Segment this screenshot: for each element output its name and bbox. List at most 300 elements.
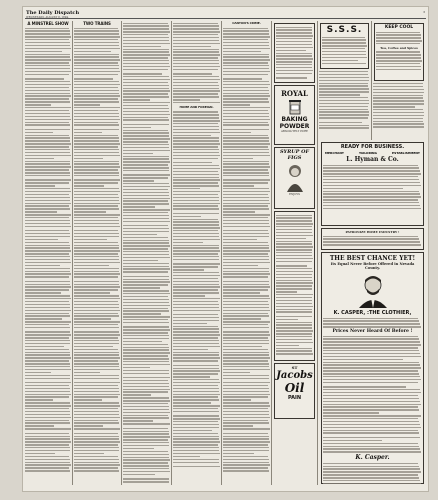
- text-line: [173, 272, 219, 273]
- text-line: [173, 54, 220, 55]
- text-line: [276, 47, 313, 48]
- text-line: [173, 174, 219, 175]
- casper-headline: THE BEST CHANCE YET!: [329, 255, 416, 262]
- text-line: [123, 279, 169, 280]
- text-line: [322, 63, 366, 64]
- text-line: [173, 221, 219, 222]
- text-line: [25, 286, 71, 287]
- text-line: [173, 37, 219, 38]
- text-line: [276, 249, 312, 250]
- text-line: [123, 183, 169, 184]
- text-line: [123, 380, 168, 381]
- text-line: [25, 262, 71, 263]
- text-line: [123, 445, 169, 446]
- text-line: [173, 286, 220, 287]
- text-line: [223, 119, 270, 120]
- text-line: [173, 385, 218, 386]
- text-line: [123, 135, 169, 136]
- text-line: [123, 308, 168, 309]
- text-line: [123, 423, 170, 424]
- text-line: [74, 304, 119, 305]
- text-line: [123, 96, 169, 97]
- text-line: [123, 260, 158, 261]
- text-line: [25, 56, 70, 57]
- text-line: [123, 310, 169, 311]
- text-line: [25, 385, 69, 386]
- text-line: [373, 112, 424, 113]
- text-line: [25, 284, 70, 285]
- text-line: [223, 399, 251, 400]
- text-line: [173, 25, 219, 26]
- text-line: [323, 167, 419, 168]
- text-line: [25, 289, 69, 290]
- text-line: [25, 101, 70, 102]
- text-line: [173, 346, 220, 347]
- text-line: [123, 420, 153, 421]
- text-line: [25, 68, 70, 69]
- text-line: [173, 418, 220, 419]
- royal-line1: BAKING: [281, 116, 308, 123]
- text-line: [223, 292, 260, 293]
- sss-ad: [320, 23, 369, 69]
- text-line: [223, 39, 268, 40]
- text-line: [319, 127, 369, 128]
- text-line: [173, 233, 219, 234]
- text-line: [123, 338, 169, 339]
- text-line: [25, 163, 70, 164]
- text-line: [173, 349, 208, 350]
- text-line: [123, 474, 155, 475]
- small-ads-block: [274, 23, 315, 83]
- casper-text-b: [323, 336, 422, 453]
- text-line: [123, 130, 168, 131]
- text-line: [173, 343, 219, 344]
- text-line: [123, 57, 168, 58]
- sss-label: S.S.S.: [326, 25, 363, 35]
- text-line: [223, 129, 269, 130]
- text-line: [173, 123, 218, 124]
- text-line: [74, 464, 120, 465]
- text-line: [74, 271, 119, 272]
- text-line: [223, 175, 269, 176]
- text-line: [173, 242, 203, 243]
- text-line: [173, 216, 201, 217]
- text-line: [74, 93, 119, 94]
- text-line: [173, 82, 218, 83]
- text-line: [74, 363, 119, 364]
- text-line: [25, 253, 69, 254]
- text-line: [25, 223, 70, 224]
- text-line: [25, 447, 70, 448]
- text-line: [25, 354, 70, 355]
- business-row: [325, 151, 420, 155]
- text-line: [123, 189, 168, 190]
- text-line: [173, 227, 220, 228]
- text-line: [319, 94, 360, 95]
- baking-powder-can-icon: [288, 99, 302, 115]
- text-line: [74, 256, 119, 257]
- text-line: [74, 59, 120, 60]
- text-line: [276, 32, 312, 33]
- column-rule: [221, 21, 222, 485]
- text-line: [74, 340, 119, 341]
- text-line: [173, 373, 218, 374]
- text-line: [123, 276, 169, 277]
- text-line: [223, 382, 270, 383]
- text-line: [123, 257, 170, 258]
- text-line: [74, 391, 119, 392]
- text-line: [25, 84, 71, 85]
- text-line: [173, 337, 218, 338]
- text-line: [74, 140, 119, 141]
- text-line: [74, 203, 120, 204]
- text-line: [74, 71, 120, 72]
- casper-text-c: [323, 463, 422, 485]
- text-line: [223, 281, 269, 282]
- text-line: [123, 215, 169, 216]
- text-line: [223, 265, 258, 266]
- text-line: [74, 402, 119, 403]
- text-line: [223, 188, 269, 189]
- text-line: [74, 239, 107, 240]
- text-line: [223, 245, 269, 246]
- text-line: [123, 299, 169, 300]
- text-line: [276, 271, 313, 272]
- text-line: [173, 135, 211, 136]
- text-line: [173, 379, 219, 380]
- text-line: [173, 90, 220, 91]
- text-line: [25, 122, 69, 123]
- text-line: [323, 205, 420, 206]
- text-line: [223, 327, 269, 328]
- text-line: [74, 414, 119, 415]
- text-line: [323, 483, 421, 484]
- text-line: [173, 430, 212, 431]
- text-line: [173, 450, 219, 451]
- text-line: [322, 60, 358, 61]
- tailoring-label: TAILORING: [358, 151, 377, 155]
- text-line: [123, 457, 169, 458]
- text-line: [223, 414, 269, 415]
- text-line: [223, 396, 268, 397]
- text-line: [276, 70, 313, 71]
- text-line: [25, 343, 70, 344]
- text-line: [373, 83, 423, 84]
- text-line: [74, 107, 120, 108]
- text-line: [74, 378, 119, 379]
- column-3: [123, 21, 170, 485]
- establishment-label: ESTABLISHMENT: [392, 151, 420, 155]
- text-line: [25, 366, 70, 367]
- text-line: [173, 289, 218, 290]
- text-line: [276, 291, 297, 292]
- text-line: [74, 30, 119, 31]
- text-line: [223, 158, 253, 159]
- text-line: [223, 343, 269, 344]
- column-2-text: [74, 28, 120, 472]
- text-line: [276, 246, 313, 247]
- text-line: [74, 441, 120, 442]
- royal-tagline: ABSOLUTELY PURE: [281, 130, 308, 133]
- newspaper-page: [22, 6, 429, 492]
- text-line: [173, 275, 220, 276]
- text-line: [25, 191, 71, 192]
- text-line: [173, 456, 200, 457]
- text-line: [223, 51, 261, 52]
- text-line: [276, 255, 312, 256]
- text-line: [276, 241, 312, 242]
- text-line: [323, 236, 418, 237]
- text-line: [123, 234, 157, 235]
- text-line: [223, 152, 269, 153]
- text-line: [74, 200, 119, 201]
- text-line: [223, 378, 269, 379]
- text-line: [223, 65, 269, 66]
- text-line: [173, 245, 219, 246]
- text-line: [323, 173, 421, 174]
- text-line: [173, 165, 219, 166]
- casper-subline: Its Equal Never Before Offered in Nevada County.: [330, 262, 415, 270]
- text-line: [74, 42, 119, 43]
- text-line: [25, 425, 54, 426]
- text-line: [123, 218, 169, 219]
- masthead-bar: [25, 10, 426, 19]
- text-line: [25, 318, 62, 319]
- text-line: [25, 116, 70, 117]
- text-line: [223, 304, 269, 305]
- text-line: [74, 394, 120, 395]
- text-line: [74, 382, 120, 383]
- text-line: [123, 245, 170, 246]
- text-line: [74, 357, 120, 358]
- text-line: [223, 295, 269, 296]
- text-line: [223, 107, 270, 108]
- text-line: [223, 363, 269, 364]
- text-line: [276, 50, 306, 51]
- text-line: [173, 162, 212, 163]
- text-line: [173, 365, 219, 366]
- text-line: [173, 230, 218, 231]
- business-heading: READY FOR BUSINESS.: [340, 144, 405, 150]
- text-line: [25, 155, 71, 156]
- text-line: [123, 46, 161, 47]
- text-line: [323, 165, 418, 166]
- text-line: [25, 200, 70, 201]
- text-line: [123, 391, 168, 392]
- text-line: [123, 34, 168, 35]
- text-line: [74, 146, 118, 147]
- text-line: [25, 214, 71, 215]
- text-line: [223, 298, 270, 299]
- text-line: [74, 54, 119, 55]
- text-line: [276, 339, 312, 340]
- text-line: [25, 399, 53, 400]
- text-line: [173, 298, 220, 299]
- text-line: [25, 444, 69, 445]
- text-line: [323, 199, 418, 200]
- text-line: [323, 341, 420, 342]
- text-line: [223, 104, 250, 105]
- text-line: [173, 376, 210, 377]
- text-line: [25, 226, 71, 227]
- text-line: [276, 73, 312, 74]
- text-line: [173, 93, 218, 94]
- text-line: [123, 82, 168, 83]
- text-line: [123, 442, 169, 443]
- text-line: [74, 470, 119, 471]
- text-line: [173, 96, 219, 97]
- text-line: [276, 285, 312, 286]
- text-line: [323, 389, 420, 390]
- text-line: [276, 229, 312, 230]
- text-line: [25, 327, 70, 328]
- woman-portrait-icon: [284, 162, 306, 192]
- text-line: [323, 463, 418, 464]
- text-line: [74, 208, 119, 209]
- text-line: [123, 231, 169, 232]
- masthead-title: The Daily Dispatch: [26, 10, 80, 16]
- text-line: [223, 453, 254, 454]
- text-line: [323, 182, 420, 183]
- text-line: [223, 310, 270, 311]
- text-line: [25, 372, 51, 373]
- text-line: [376, 40, 422, 41]
- text-line: [74, 129, 119, 130]
- text-line: [173, 155, 220, 156]
- text-line: [276, 252, 312, 253]
- text-line: [25, 230, 69, 231]
- text-line: [25, 172, 70, 173]
- text-line: [25, 220, 70, 221]
- text-line: [223, 357, 270, 358]
- text-line: [173, 213, 219, 214]
- text-line: [74, 366, 119, 367]
- text-line: [223, 464, 270, 465]
- text-line: [123, 43, 170, 44]
- text-line: [323, 471, 421, 472]
- text-line: [223, 360, 268, 361]
- text-line: [25, 81, 70, 82]
- text-line: [74, 444, 118, 445]
- text-line: [74, 292, 110, 293]
- text-line: [123, 240, 169, 241]
- text-line: [223, 140, 269, 141]
- text-line: [173, 466, 220, 467]
- column-rule: [171, 21, 172, 485]
- text-line: [25, 149, 70, 150]
- text-line: [223, 54, 269, 55]
- text-line: [173, 394, 220, 395]
- text-line: [173, 340, 219, 341]
- text-line: [74, 39, 118, 40]
- text-line: [74, 36, 120, 37]
- text-line: [74, 438, 119, 439]
- text-line: [276, 348, 312, 349]
- text-line: [123, 448, 154, 449]
- text-line: [376, 66, 421, 67]
- text-line: [223, 318, 261, 319]
- text-line: [323, 440, 382, 441]
- text-line: [223, 284, 269, 285]
- text-line: [323, 356, 421, 357]
- text-line: [322, 57, 367, 58]
- text-line: [276, 77, 307, 78]
- text-line: [74, 110, 118, 111]
- text-line: [123, 361, 169, 362]
- text-line: [123, 293, 170, 294]
- text-line: [74, 242, 118, 243]
- text-line: [223, 385, 268, 386]
- text-line: [74, 310, 120, 311]
- text-line: [373, 115, 424, 116]
- text-line: [25, 349, 69, 350]
- text-line: [123, 147, 169, 148]
- text-line: [173, 462, 219, 463]
- text-line: [323, 326, 421, 327]
- text-line: [276, 55, 312, 56]
- text-line: [173, 408, 218, 409]
- text-line: [223, 422, 269, 423]
- text-line: [323, 427, 421, 428]
- text-line: [25, 394, 71, 395]
- text-line: [323, 191, 419, 192]
- text-line: [173, 43, 220, 44]
- text-line: [319, 122, 362, 123]
- text-line: [74, 172, 119, 173]
- text-line: [25, 375, 70, 376]
- text-line: [223, 352, 269, 353]
- keep-title: KEEP COOL: [384, 25, 414, 30]
- text-line: [276, 303, 312, 304]
- text-line: [123, 254, 169, 255]
- text-line: [173, 295, 205, 296]
- text-line: [223, 84, 270, 85]
- text-line: [173, 79, 220, 80]
- text-line: [223, 428, 270, 429]
- text-line: [25, 281, 70, 282]
- text-line: [173, 370, 220, 371]
- text-line: [173, 402, 211, 403]
- text-line: [123, 200, 168, 201]
- text-line: [25, 236, 70, 237]
- text-line: [173, 391, 219, 392]
- text-line: [25, 346, 64, 347]
- text-line: [173, 424, 219, 425]
- text-line: [123, 242, 169, 243]
- text-line: [323, 446, 419, 447]
- text-line: [25, 152, 70, 153]
- text-line: [323, 336, 418, 337]
- text-line: [173, 357, 220, 358]
- text-line: [173, 85, 219, 86]
- text-line: [173, 191, 220, 192]
- text-line: [173, 239, 220, 240]
- text-line: [25, 304, 70, 305]
- text-line: [25, 42, 70, 43]
- text-line: [74, 396, 118, 397]
- text-line: [323, 338, 419, 339]
- stjacobs-line3: Oil: [284, 381, 305, 395]
- text-line: [373, 118, 423, 119]
- text-line: [323, 370, 418, 371]
- text-line: [123, 319, 168, 320]
- text-line: [173, 436, 219, 437]
- text-line: [323, 477, 419, 478]
- text-line: [74, 175, 119, 176]
- text-line: [25, 36, 71, 37]
- text-line: [123, 433, 169, 434]
- text-line: [323, 392, 421, 393]
